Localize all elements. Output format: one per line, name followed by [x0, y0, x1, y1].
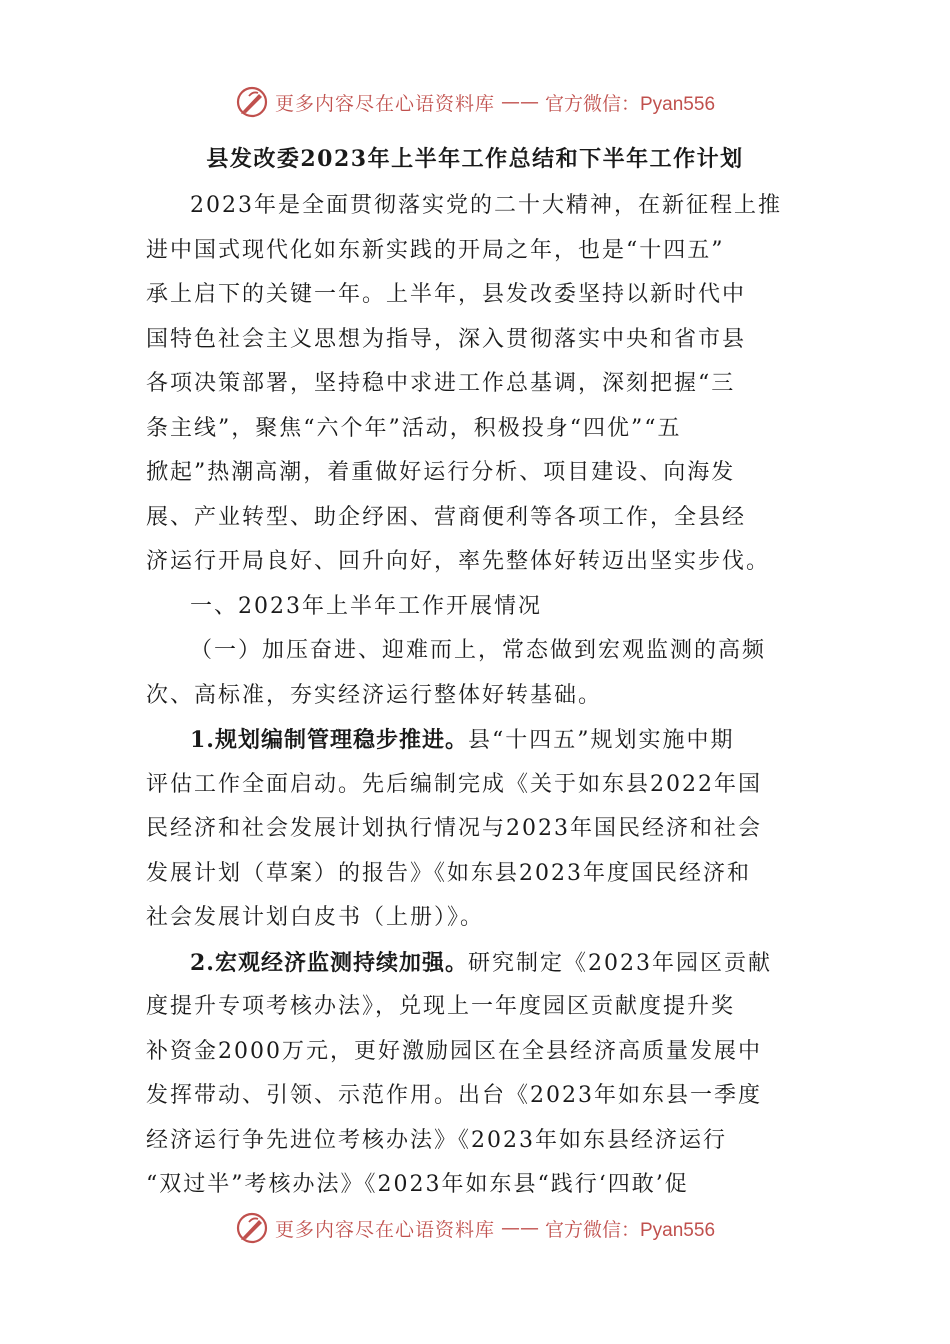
banner-separator: —— [501, 1217, 539, 1239]
body-line: “双过半”考核办法》《2023年如东县“践行‘四敢’促 [146, 1172, 689, 1197]
item-2-first-line [146, 941, 806, 986]
pen-logo-icon [235, 1211, 269, 1245]
document-body [146, 184, 806, 1208]
section-heading: 一、2023年上半年工作开展情况 [190, 593, 542, 619]
body-line: 承上启下的关键一年。上半年，县发改委坚持以新时代中 [146, 282, 747, 307]
footer-banner [0, 1208, 950, 1248]
item-2-heading: 2.宏观经济监测持续加强。 [190, 949, 468, 976]
body-line: 国特色社会主义思想为指导，深入贯彻落实中央和省市县 [146, 326, 747, 352]
body-line: 展、产业转型、助企纾困、营商便利等各项工作，全县经 [146, 504, 747, 530]
body-line: 次、高标准，夯实经济运行整体好转基础。 [146, 682, 603, 708]
body-line: 发展计划（草案）的报告》《如东县2023年度国民经济和 [146, 860, 751, 886]
body-line: 条主线”，聚焦“六个年”活动，积极投身“四优”“五 [146, 415, 682, 441]
body-line: 2023年是全面贯彻落实党的二十大精神，在新征程上推 [190, 193, 782, 218]
body-line: 经济运行争先进位考核办法》《2023年如东县经济运行 [146, 1127, 727, 1153]
body-line: 进中国式现代化如东新实践的开局之年，也是“十四五” [146, 237, 725, 263]
body-line: 掀起”热潮高潮，着重做好运行分析、项目建设、向海发 [146, 460, 736, 485]
body-line: 各项决策部署，坚持稳中求进工作总基调，深刻把握“三 [146, 371, 736, 396]
banner-separator: —— [501, 91, 539, 113]
item-1-heading: 1.规划编制管理稳步推进。 [190, 727, 468, 753]
body-line: 评估工作全面启动。先后编制完成《关于如东县2022年国 [146, 771, 762, 797]
body-line: 社会发展计划白皮书（上册）》。 [146, 905, 485, 930]
body-line: 度提升专项考核办法》，兑现上一年度园区贡献度提升奖 [146, 994, 736, 1019]
banner-text: 更多内容尽在心语资料库 [274, 1218, 495, 1241]
body-line: 济运行开局良好、回升向好，率先整体好转迈出坚实步伐。 [146, 549, 771, 574]
item-1-first-line [146, 718, 806, 763]
body-line: 发挥带动、引领、示范作用。出台《2023年如东县一季度 [146, 1083, 762, 1108]
document-title: 县发改委2023年上半年工作总结和下半年工作计划 [206, 146, 744, 172]
body-line: 补资金2000万元，更好激励园区在全县经济高质量发展中 [146, 1038, 762, 1064]
subsection-heading: （一）加压奋进、迎难而上，常态做到宏观监测的高频 [190, 638, 767, 663]
banner-suffix: 官方微信：Pyan556 [545, 93, 716, 115]
banner-suffix: 官方微信：Pyan556 [545, 1219, 716, 1241]
banner-text: 更多内容尽在心语资料库 [274, 92, 495, 115]
item-1-first-rest: 县“十四五”规划实施中期 [467, 728, 735, 753]
body-line: 民经济和社会发展计划执行情况与2023年国民经济和社会 [146, 816, 762, 841]
pen-logo-icon [235, 85, 269, 119]
header-banner [0, 82, 950, 122]
item-2-first-rest: 研究制定《2023年园区贡献 [467, 950, 772, 976]
